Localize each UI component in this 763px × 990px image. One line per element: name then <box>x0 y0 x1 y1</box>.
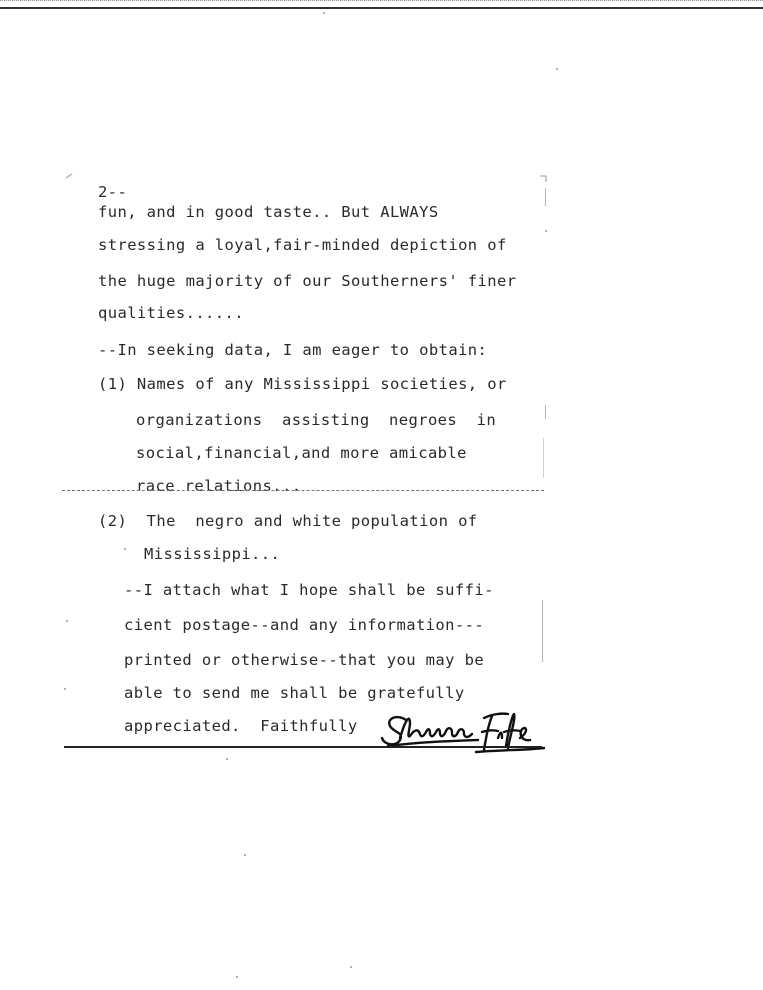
bottom-rule-line <box>64 746 542 748</box>
list-item-1-line-4: race relations... <box>136 477 302 495</box>
closing-line-2: cient postage--and any information--- <box>124 616 485 634</box>
section-divider-line <box>62 490 544 491</box>
paper-speck <box>226 758 228 760</box>
paper-speck <box>236 976 238 978</box>
paper-speck <box>124 548 126 550</box>
margin-tick <box>545 405 546 419</box>
letter-line-4: qualities...... <box>98 304 244 322</box>
closing-line-1: --I attach what I hope shall be suffi- <box>124 581 494 599</box>
paper-speck <box>556 68 558 70</box>
list-item-2-line-1: (2) The negro and white population of <box>98 512 478 530</box>
corner-mark-top-right <box>538 174 548 184</box>
letter-line-3: the huge majority of our Southerners' finer <box>98 272 517 290</box>
paper-speck <box>244 854 246 856</box>
letter-line-2: stressing a loyal,fair-minded depiction of <box>98 236 507 254</box>
margin-tick <box>542 600 543 662</box>
closing-line-4: able to send me shall be gratefully <box>124 684 465 702</box>
paper-speck <box>66 620 68 622</box>
top-edge-rule <box>0 0 763 9</box>
page-number-marker: 2-- <box>98 183 128 201</box>
letter-line-5: --In seeking data, I am eager to obtain: <box>98 341 488 359</box>
list-item-2-line-2: Mississippi... <box>144 545 281 563</box>
paper-speck <box>323 12 325 14</box>
paper-speck <box>64 688 66 690</box>
corner-mark-top-left <box>66 172 76 182</box>
letter-line-1: fun, and in good taste.. But ALWAYS <box>98 203 439 221</box>
margin-tick <box>543 438 544 478</box>
paper-speck <box>350 966 352 968</box>
margin-tick <box>545 188 546 206</box>
list-item-1-line-1: (1) Names of any Mississippi societies, or <box>98 375 507 393</box>
list-item-1-line-3: social,financial,and more amicable <box>136 444 467 462</box>
closing-line-3: printed or otherwise--that you may be <box>124 651 485 669</box>
paper-speck <box>545 230 547 232</box>
closing-line-5: appreciated. Faithfully <box>124 717 358 735</box>
list-item-1-line-2: organizations assisting negroes in <box>136 411 497 429</box>
